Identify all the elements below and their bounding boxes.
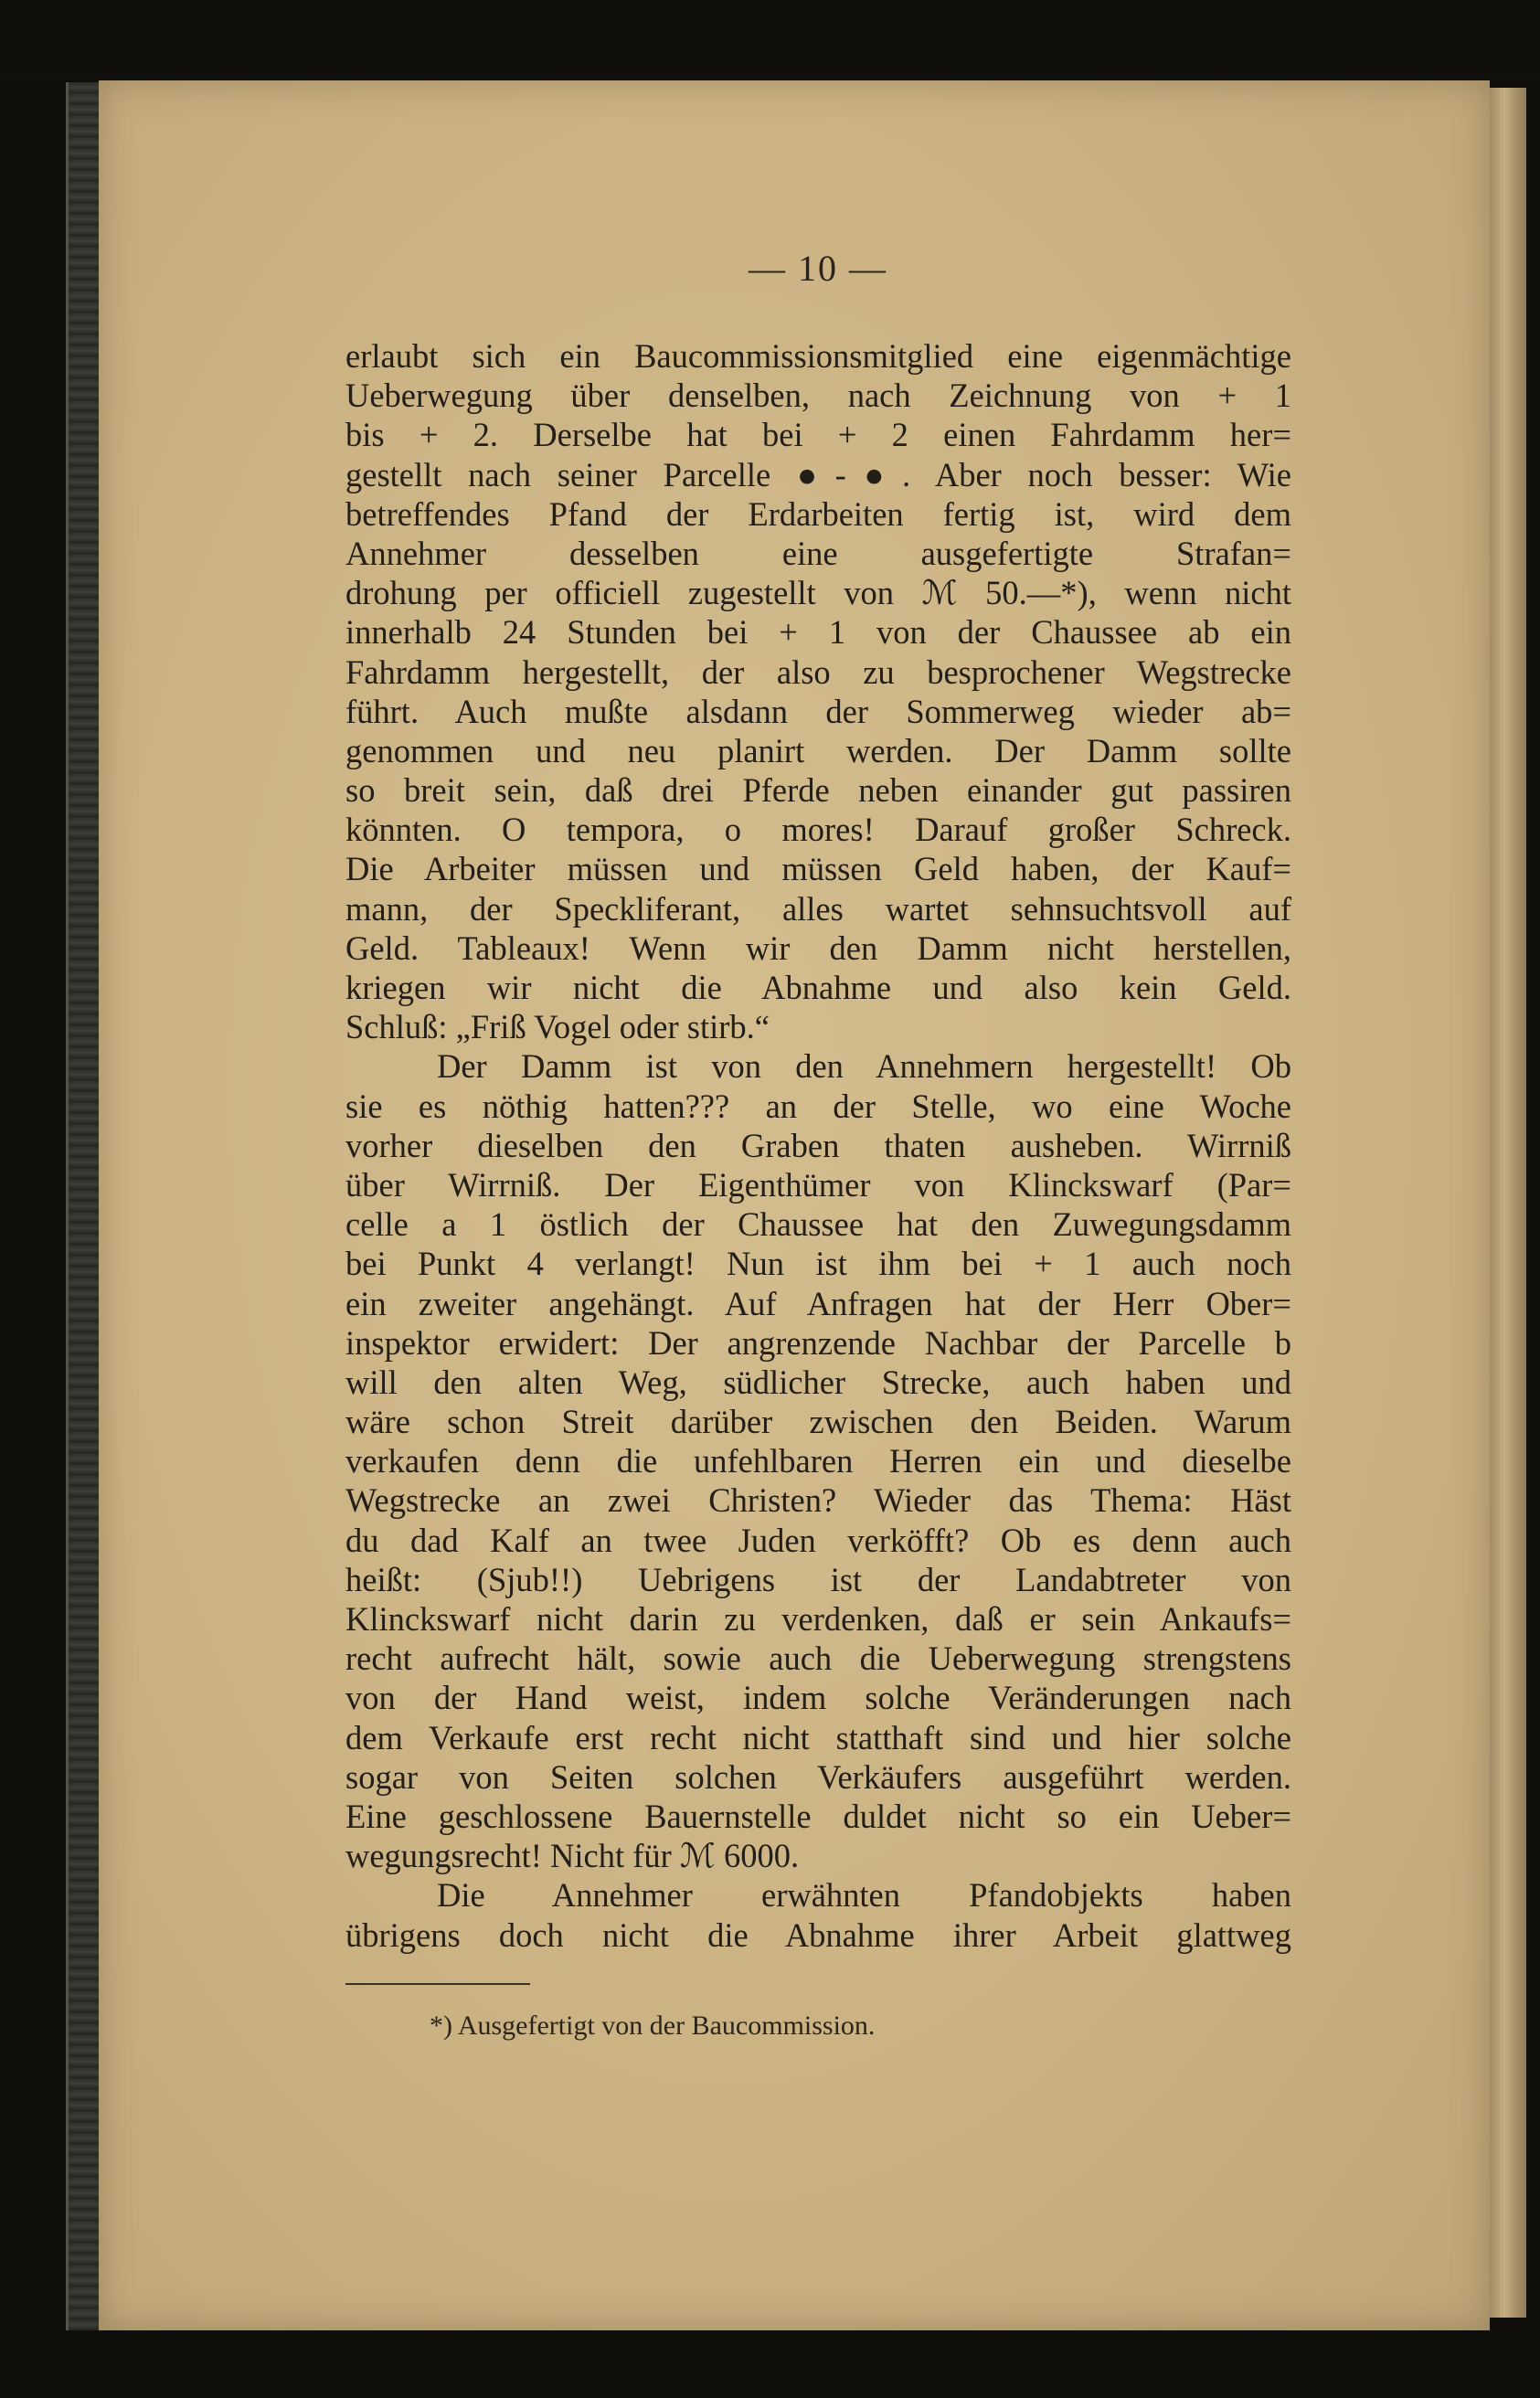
text-line: so breit sein, daß drei Pferde neben einander gut passiren xyxy=(345,771,1291,810)
text-line: celle a 1 östlich der Chaussee hat den Zuwegungsdamm xyxy=(345,1205,1291,1244)
text-line: Annehmer desselben eine ausgefertigte Strafan= xyxy=(345,534,1291,572)
text-line: drohung per officiell zugestellt von ℳ 50.—*), wenn nicht xyxy=(345,574,1291,612)
text-line: sogar von Seiten solchen Verkäufers ausgeführt werden. xyxy=(345,1757,1291,1796)
text-line: will den alten Weg, südlicher Strecke, auch haben und xyxy=(345,1363,1291,1401)
text-line: Der Damm ist von den Annehmern hergestellt! Ob xyxy=(437,1047,1291,1086)
text-line: von der Hand weist, indem solche Veränderungen nach xyxy=(345,1679,1291,1717)
text-line: betreffendes Pfand der Erdarbeiten fertig ist, wird dem xyxy=(345,494,1291,533)
text-line: erlaubt sich ein Baucommissionsmitglied eine eigenmächtige xyxy=(345,337,1291,375)
text-line: sie es nöthig hatten??? an der Stelle, wo eine Woche xyxy=(345,1087,1291,1125)
next-page-edge xyxy=(1490,88,1526,2318)
text-line: Ueberwegung über denselben, nach Zeichnung von + 1 xyxy=(345,377,1291,415)
text-line: innerhalb 24 Stunden bei + 1 von der Chaussee ab ein xyxy=(345,613,1291,652)
text-line: führt. Auch mußte alsdann der Sommerweg wieder ab= xyxy=(345,692,1291,730)
text-line: Eine geschlossene Bauernstelle duldet nicht so ein Ueber= xyxy=(345,1797,1291,1835)
scan-background-top xyxy=(0,0,1540,79)
text-line: Klinckswarf nicht darin zu verdenken, daß er sein Ankaufs= xyxy=(345,1600,1291,1638)
text-line: Wegstrecke an zwei Christen? Wieder das Thema: Häst xyxy=(345,1481,1291,1520)
text-line: dem Verkaufe erst recht nicht statthaft sind und hier solche xyxy=(345,1718,1291,1756)
text-line: kriegen wir nicht die Abnahme und also kein Geld. xyxy=(345,969,1291,1006)
text-line: Fahrdamm hergestellt, der also zu besprochener Wegstrecke xyxy=(345,653,1291,691)
text-line: du dad Kalf an twee Juden verköfft? Ob es denn auch xyxy=(345,1521,1291,1559)
footnote-divider xyxy=(345,1983,530,1985)
text-line: genommen und neu planirt werden. Der Damm sollte xyxy=(345,731,1291,769)
text-line: könnten. O tempora, o mores! Darauf großer Schreck. xyxy=(345,811,1291,849)
text-line: bei Punkt 4 verlangt! Nun ist ihm bei + 1 auch noch xyxy=(345,1245,1291,1283)
text-line: vorher dieselben den Graben thaten ausheben. Wirrniß xyxy=(345,1126,1291,1164)
text-line: Die Arbeiter müssen und müssen Geld haben, der Kauf= xyxy=(345,850,1291,888)
text-line: Schluß: „Friß Vogel oder stirb.“ xyxy=(345,1008,770,1046)
text-line: verkaufen denn die unfehlbaren Herren ein und dieselbe xyxy=(345,1442,1291,1480)
page-number: — 10 — xyxy=(749,248,887,289)
text-line: inspektor erwidert: Der angrenzende Nachbar der Parcelle b xyxy=(345,1323,1291,1362)
text-line: ein zweiter angehängt. Auf Anfragen hat der Herr Ober= xyxy=(345,1284,1291,1322)
text-line: mann, der Speckliferant, alles wartet sehnsuchtsvoll auf xyxy=(345,889,1291,928)
body-text xyxy=(345,336,1291,1955)
text-line: Die Annehmer erwähnten Pfandobjekts haben xyxy=(437,1876,1291,1915)
text-line: wegungsrecht! Nicht für ℳ 6000. xyxy=(345,1837,800,1875)
text-line: recht aufrecht hält, sowie auch die Ueberwegung strengstens xyxy=(345,1639,1291,1678)
footnote: *) Ausgefertigt von der Baucommission. xyxy=(430,2011,876,2041)
text-line: Geld. Tableaux! Wenn wir den Damm nicht herstellen, xyxy=(345,928,1291,967)
text-line: bis + 2. Derselbe hat bei + 2 einen Fahrdamm her= xyxy=(345,416,1291,454)
text-line: übrigens doch nicht die Abnahme ihrer Arbeit glattweg xyxy=(345,1915,1291,1954)
text-line: heißt: (Sjub!!) Uebrigens ist der Landabtreter von xyxy=(345,1560,1291,1598)
text-line: über Wirrniß. Der Eigenthümer von Klinckswarf (Par= xyxy=(345,1165,1291,1204)
text-line: wäre schon Streit darüber zwischen den Beiden. Warum xyxy=(345,1403,1291,1441)
text-line: gestellt nach seiner Parcelle ●-●. Aber noch besser: Wie xyxy=(345,455,1291,493)
